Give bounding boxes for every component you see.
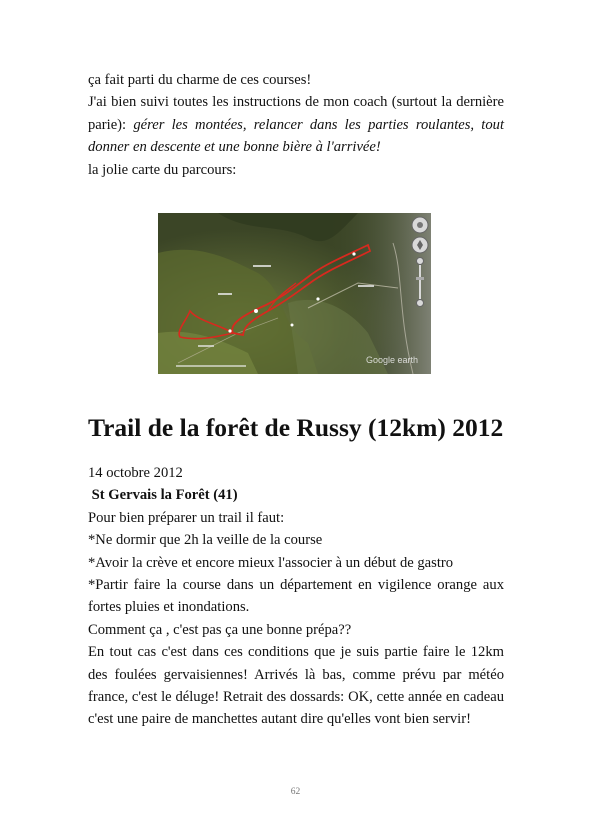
map-watermark: Google earth (366, 355, 419, 365)
coach-text: J'ai bien suivi toutes les instructions de mon coach (surtout la dernière parie): (88, 94, 504, 133)
route-map-image (158, 213, 431, 374)
venue-name: St Gervais la Forêt (41) (91, 487, 238, 504)
article-venue (88, 484, 504, 506)
article-title: Trail de la forêt de Russy (12km) 2012 (88, 413, 504, 442)
paragraph-tip-sick: *Avoir la crève et encore mieux l'associer à un début de gastro (88, 554, 454, 571)
paragraph-charm: ça fait parti du charme de ces courses! (88, 72, 312, 88)
paragraph-tip-weather: *Partir faire la course dans un département en vigilence orange aux fortes pluies et inondations. (88, 577, 504, 616)
coach-instructions: gérer les montées, relancer dans les parties roulantes, tout donner en descente et une bonne bière à l'arrivée! (88, 116, 504, 156)
intro-text (88, 69, 504, 181)
paragraph-intro: Pour bien préparer un trail il faut: (88, 509, 285, 526)
paragraph-tip-sleep: *Ne dormir que 2h la veille de la course (88, 532, 323, 549)
paragraph-race: En tout cas c'est dans ces conditions que je suis partie faire le 12km des foulées gervaisiennes! Arrivés là bas, comme prévu par météo france, c'est le déluge! Retrait des dossards: OK, cette année en cadeau c'est une paire de manchettes autant dire qu'elles vont bien servir! (88, 644, 504, 728)
article-date: 14 octobre 2012 (88, 465, 183, 481)
paragraph-coach (88, 91, 504, 158)
paragraph-question: Comment ça , c'est pas ça une bonne prépa?? (88, 621, 352, 638)
article-body (88, 462, 504, 731)
map-caption: la jolie carte du parcours: (88, 161, 237, 178)
satellite-map (158, 213, 431, 374)
page-number: 62 (290, 787, 301, 797)
